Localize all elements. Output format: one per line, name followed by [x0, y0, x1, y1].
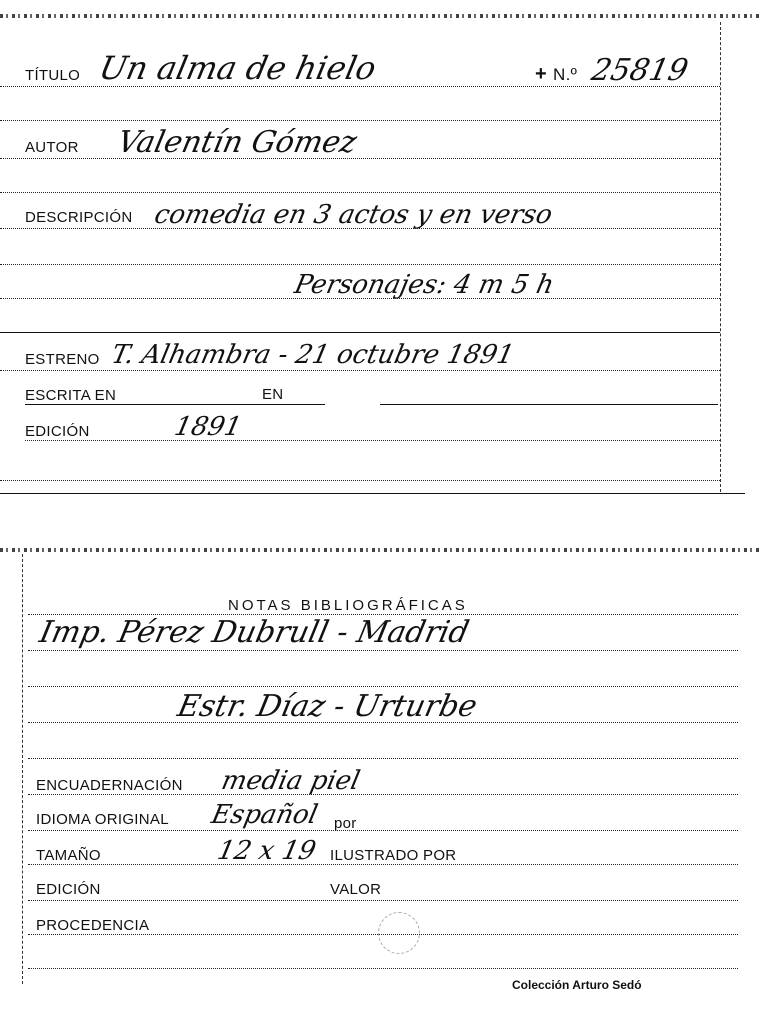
rule [28, 864, 738, 865]
edicion-label: EDICIÓN [25, 423, 90, 440]
left-margin-line [22, 554, 23, 984]
tamano-value: 12 x 19 [214, 836, 319, 866]
rule [28, 686, 738, 687]
rule [28, 758, 738, 759]
rule [0, 298, 720, 299]
card-bottom-edge [0, 493, 745, 494]
rule [28, 794, 738, 795]
descripcion-label: DESCRIPCIÓN [25, 209, 133, 226]
rule [0, 158, 720, 159]
idioma-value: Español [208, 800, 321, 830]
estreno-value: T. Alhambra - 21 octubre 1891 [108, 340, 517, 370]
encuadernacion-label: ENCUADERNACIÓN [36, 777, 183, 794]
numero-label: N.º [553, 65, 578, 84]
card-top-edge [0, 14, 759, 18]
notas-line-2: Estr. Díaz - Urturbe [174, 689, 481, 724]
personajes-value: Personajes: 4 m 5 h [291, 270, 557, 300]
card-top-edge [0, 548, 759, 552]
valor-label: VALOR [330, 881, 382, 898]
titulo-value: Un alma de hielo [95, 49, 380, 87]
escrita-label: ESCRITA EN [25, 387, 117, 404]
en-label: EN [262, 386, 284, 403]
rule [0, 264, 720, 265]
numero-value: 25819 [588, 53, 692, 88]
rule [25, 440, 720, 441]
rule [0, 228, 720, 229]
notas-header: NOTAS BIBLIOGRÁFICAS [228, 597, 468, 614]
idioma-label: IDIOMA ORIGINAL [36, 811, 169, 828]
rule [0, 120, 720, 121]
rule [28, 934, 738, 935]
edicion2-label: EDICIÓN [36, 881, 101, 898]
catalog-card-back [0, 540, 759, 1028]
rule [25, 404, 325, 405]
catalog-card-front [0, 0, 759, 495]
rule [0, 370, 720, 371]
autor-value: Valentín Gómez [114, 125, 360, 160]
estreno-label: ESTRENO [25, 351, 100, 368]
right-margin-line [720, 22, 721, 492]
procedencia-label: PROCEDENCIA [36, 917, 150, 934]
numero-prefix: + [535, 63, 547, 85]
rule [28, 968, 738, 969]
rule [28, 722, 738, 723]
rule [28, 900, 738, 901]
collection-footer: Colección Arturo Sedó [512, 978, 642, 992]
rule [0, 192, 720, 193]
titulo-label: TÍTULO [25, 67, 81, 84]
notas-line-1: Imp. Pérez Dubrull - Madrid [36, 615, 473, 650]
ilustrado-label: ILUSTRADO POR [330, 847, 457, 864]
rule [28, 830, 738, 831]
tamano-label: TAMAÑO [36, 847, 101, 864]
rule [380, 404, 718, 405]
descripcion-value: comedia en 3 actos y en verso [151, 200, 556, 230]
stamp-mark [378, 912, 420, 954]
rule [0, 480, 720, 481]
edicion-value: 1891 [171, 412, 245, 442]
rule [28, 650, 738, 651]
encuadernacion-value: media piel [218, 766, 363, 796]
autor-label: AUTOR [25, 139, 79, 156]
rule [0, 86, 720, 87]
rule [0, 332, 720, 333]
por-label: por [334, 815, 357, 832]
